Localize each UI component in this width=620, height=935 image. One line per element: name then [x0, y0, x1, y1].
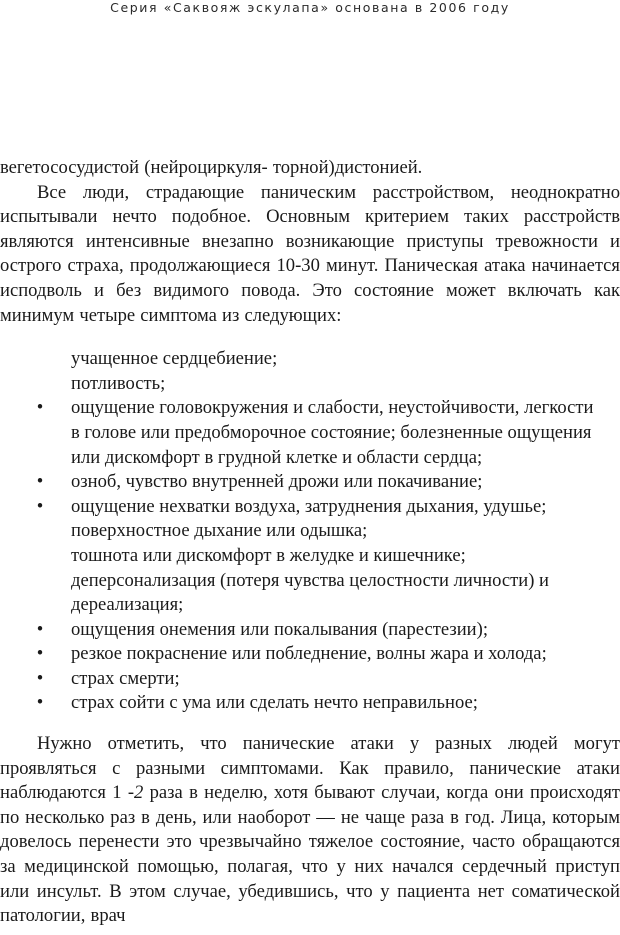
list-item-text: ощущение нехватки воздуха, затруднения дыхания, удушье; поверхностное дыхание или одышка;	[71, 495, 547, 542]
list-item-text: страх смерти;	[71, 667, 180, 689]
list-item-text: резкое покраснение или побледнение, волны жара и холода;	[71, 643, 547, 665]
list-item	[0, 642, 620, 667]
bullet-marker: •	[36, 397, 44, 419]
list-item	[0, 372, 620, 397]
paragraph-italic-number: 2	[134, 782, 144, 804]
list-item	[0, 495, 620, 544]
bullet-marker: •	[36, 471, 44, 493]
running-header: Серия «Саквояж эскулапа» основана в 2006 году	[110, 0, 510, 15]
list-item-text: учащенное сердцебиение;	[71, 348, 278, 370]
bullet-marker: •	[36, 643, 44, 665]
list-item-text: ощущение головокружения и слабости, неустойчивости, легкости в голове или предобморочное состояние; болезненные ощущения или дискомфорт в грудной клетке и области сердца;	[71, 397, 594, 468]
paragraph-text-part2: раза в неделю, хотя бывают случаи, когда они происходят по несколько раз в день, или наоборот — не чаще раза в год. Лица, которым довелось перенести это чрезвычайно тяжелое состояние, часто обращаются за медицинской помощью, полагая, что у них начался сердечный приступ или инсульт. В этом случае, убедившись, что у пациента нет соматической патологии, врач	[0, 782, 620, 927]
bullet-marker: •	[36, 618, 44, 640]
bullet-marker: •	[36, 667, 44, 689]
list-item	[0, 396, 620, 470]
paragraph-panic-disorder: Все люди, страдающие паническим расстройством, неоднократно испытывали нечто подобное. Основным критерием таких расстройств являются интенсивные внезапно возникающие приступы тревожности и острого страха, продолжающиеся 10-30 минут. Паническая атака начинается исподволь и без видимого повода. Это состояние может включать как минимум четыре симптома из следующих:	[0, 181, 620, 326]
bullet-marker: •	[36, 495, 44, 517]
list-item-text: потливость;	[71, 372, 166, 394]
list-item-text: тошнота или дискомфорт в желудке и кишечнике;	[71, 544, 466, 566]
list-item	[0, 667, 620, 692]
bullet-marker: •	[36, 692, 44, 714]
list-item	[0, 347, 620, 372]
list-item-text: ощущения онемения или покалывания (парестезии);	[71, 618, 488, 640]
list-item-text: озноб, чувство внутренней дрожи или покачивание;	[71, 471, 483, 493]
body-text	[0, 156, 620, 929]
paragraph-continuation: вегетососудистой (нейроциркуля- торной)дистонией.	[0, 157, 423, 178]
list-item	[0, 691, 620, 716]
symptom-list	[0, 347, 620, 716]
list-item-text: страх сойти с ума или сделать нечто неправильное;	[71, 692, 478, 714]
list-item-text: деперсонализация (потеря чувства целостности личности) и дереализация;	[71, 569, 549, 616]
list-item	[0, 618, 620, 643]
list-item	[0, 470, 620, 495]
paragraph-panic-attacks	[0, 732, 620, 929]
paragraph-text-part1: Нужно отметить, что панические атаки у разных людей могут проявляться с разными симптомами. Как правило, панические атаки наблюдаются 1 -	[0, 733, 620, 804]
list-item	[0, 569, 620, 618]
list-item	[0, 544, 620, 569]
